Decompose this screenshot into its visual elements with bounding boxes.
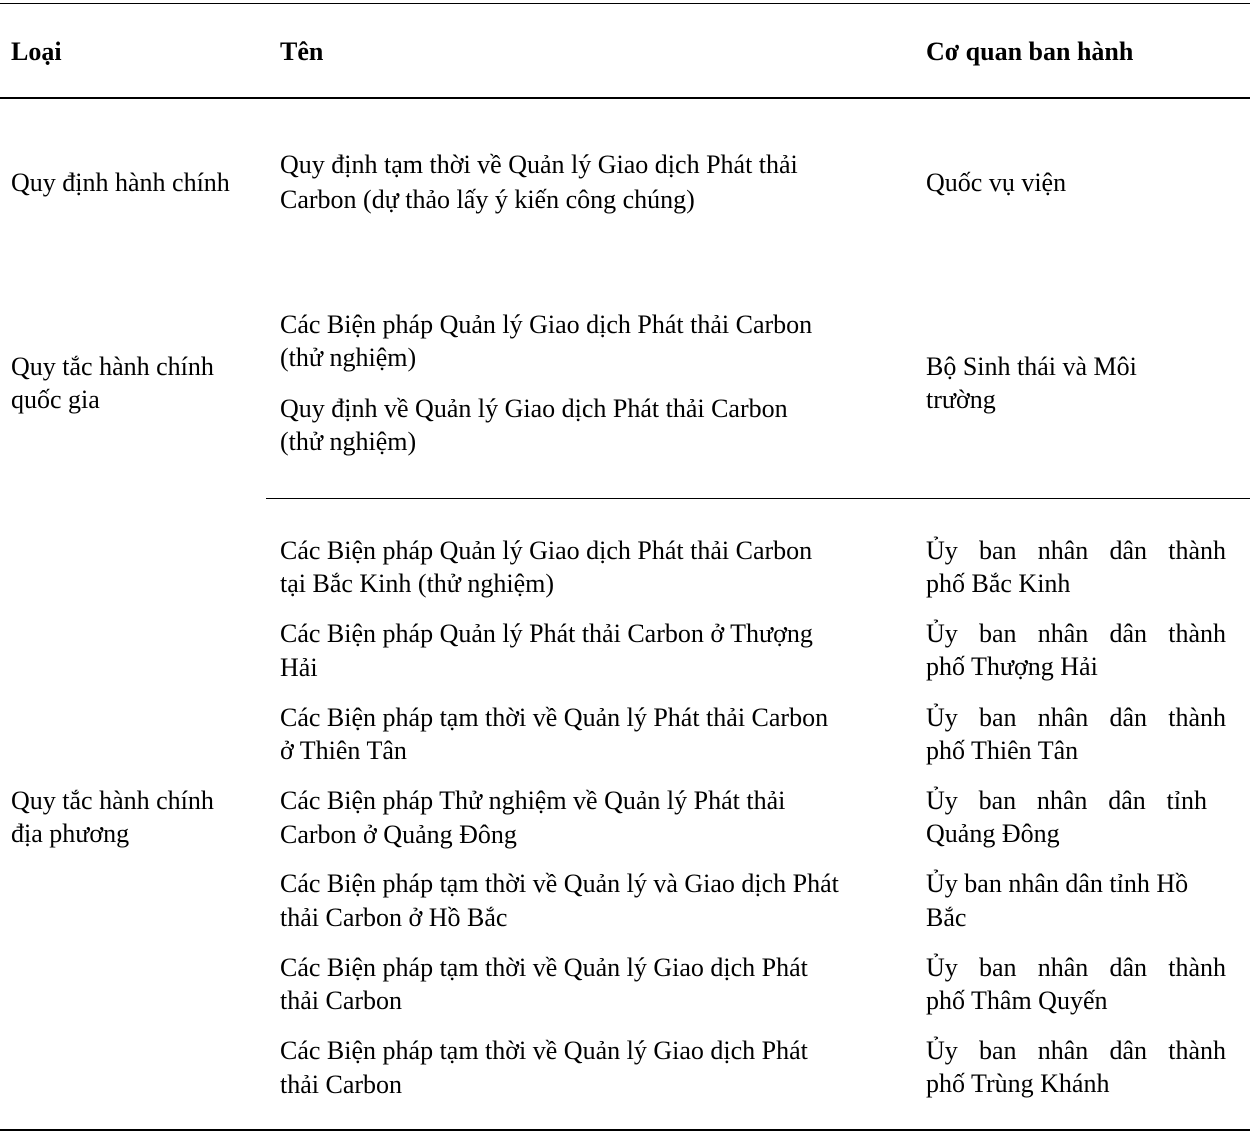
issuer-cell-line: phố Trùng Khánh bbox=[926, 1069, 1110, 1098]
name-cell-line: Quy định tạm thời về Quản lý Giao dịch Phát thải bbox=[280, 150, 798, 179]
header-name: Tên bbox=[280, 37, 324, 66]
name-cell-line: Các Biện pháp Quản lý Giao dịch Phát thải Carbon bbox=[280, 310, 813, 339]
name-cell-line: Các Biện pháp tạm thời về Quản lý Phát thải Carbon bbox=[280, 703, 829, 732]
type-cell-line: Quy tắc hành chính bbox=[11, 786, 214, 815]
header-rule bbox=[0, 97, 1250, 99]
name-cell-line: Các Biện pháp Quản lý Giao dịch Phát thải Carbon bbox=[280, 536, 813, 565]
issuer-cell bbox=[926, 951, 1226, 1017]
issuer-cell-line: phố Thâm Quyến bbox=[926, 986, 1108, 1015]
issuer-cell bbox=[926, 617, 1226, 683]
header-type: Loại bbox=[11, 37, 62, 66]
name-cell-line: Carbon (dự thảo lấy ý kiến công chúng) bbox=[280, 185, 695, 214]
type-cell-line: Quy tắc hành chính bbox=[11, 352, 214, 381]
issuer-cell-line: Bắc bbox=[926, 903, 967, 932]
bottom-rule bbox=[0, 1129, 1250, 1131]
type-cell-line: địa phương bbox=[11, 819, 130, 848]
issuer-cell bbox=[926, 1034, 1226, 1100]
name-cell-line: Các Biện pháp Quản lý Phát thải Carbon ở Thượng bbox=[280, 619, 813, 648]
name-cell-line: tại Bắc Kinh (thử nghiệm) bbox=[280, 569, 555, 598]
name-cell-line: Carbon ở Quảng Đông bbox=[280, 820, 517, 849]
issuer-cell bbox=[926, 784, 1207, 850]
issuer-cell: Quốc vụ viện bbox=[926, 168, 1067, 197]
name-cell-line: thải Carbon ở Hồ Bắc bbox=[280, 903, 508, 932]
name-cell-line: thải Carbon bbox=[280, 986, 403, 1015]
issuer-cell-line: phố Bắc Kinh bbox=[926, 569, 1071, 598]
issuer-cell bbox=[926, 701, 1226, 767]
name-cell-line: (thử nghiệm) bbox=[280, 427, 417, 456]
issuer-cell-line: Ủy ban nhân dân thành bbox=[926, 619, 1226, 648]
name-cell-line: (thử nghiệm) bbox=[280, 343, 417, 372]
top-rule bbox=[0, 3, 1250, 4]
issuer-cell-line: phố Thượng Hải bbox=[926, 652, 1098, 681]
name-cell-line: Các Biện pháp Thử nghiệm về Quản lý Phát thải bbox=[280, 786, 786, 815]
issuer-cell-line: Bộ Sinh thái và Môi bbox=[926, 352, 1137, 381]
header-issuer: Cơ quan ban hành bbox=[926, 37, 1134, 66]
name-cell-line: Quy định về Quản lý Giao dịch Phát thải Carbon bbox=[280, 394, 788, 423]
group-separator-rule bbox=[266, 498, 1250, 499]
issuer-cell-line: Ủy ban nhân dân thành bbox=[926, 953, 1226, 982]
issuer-cell-line: Ủy ban nhân dân thành bbox=[926, 1036, 1226, 1065]
issuer-cell-line: trường bbox=[926, 385, 996, 414]
name-cell-line: Các Biện pháp tạm thời về Quản lý Giao dịch Phát bbox=[280, 953, 808, 982]
issuer-cell-line: Ủy ban nhân dân thành bbox=[926, 536, 1226, 565]
name-cell-line: ở Thiên Tân bbox=[280, 736, 407, 765]
name-cell-line: Các Biện pháp tạm thời về Quản lý và Giao dịch Phát bbox=[280, 869, 839, 898]
issuer-cell-line: Quảng Đông bbox=[926, 819, 1060, 848]
issuer-cell bbox=[926, 534, 1226, 600]
name-cell-line: Hải bbox=[280, 653, 318, 682]
type-cell-line: quốc gia bbox=[11, 385, 100, 414]
name-cell-line: Các Biện pháp tạm thời về Quản lý Giao dịch Phát bbox=[280, 1036, 808, 1065]
issuer-cell-line: Ủy ban nhân dân thành bbox=[926, 703, 1226, 732]
issuer-cell-line: Ủy ban nhân dân tỉnh bbox=[926, 786, 1207, 815]
issuer-cell-line: Ủy ban nhân dân tỉnh Hồ bbox=[926, 869, 1189, 898]
name-cell-line: thải Carbon bbox=[280, 1070, 403, 1099]
type-cell: Quy định hành chính bbox=[11, 168, 230, 197]
issuer-cell-line: phố Thiên Tân bbox=[926, 736, 1079, 765]
